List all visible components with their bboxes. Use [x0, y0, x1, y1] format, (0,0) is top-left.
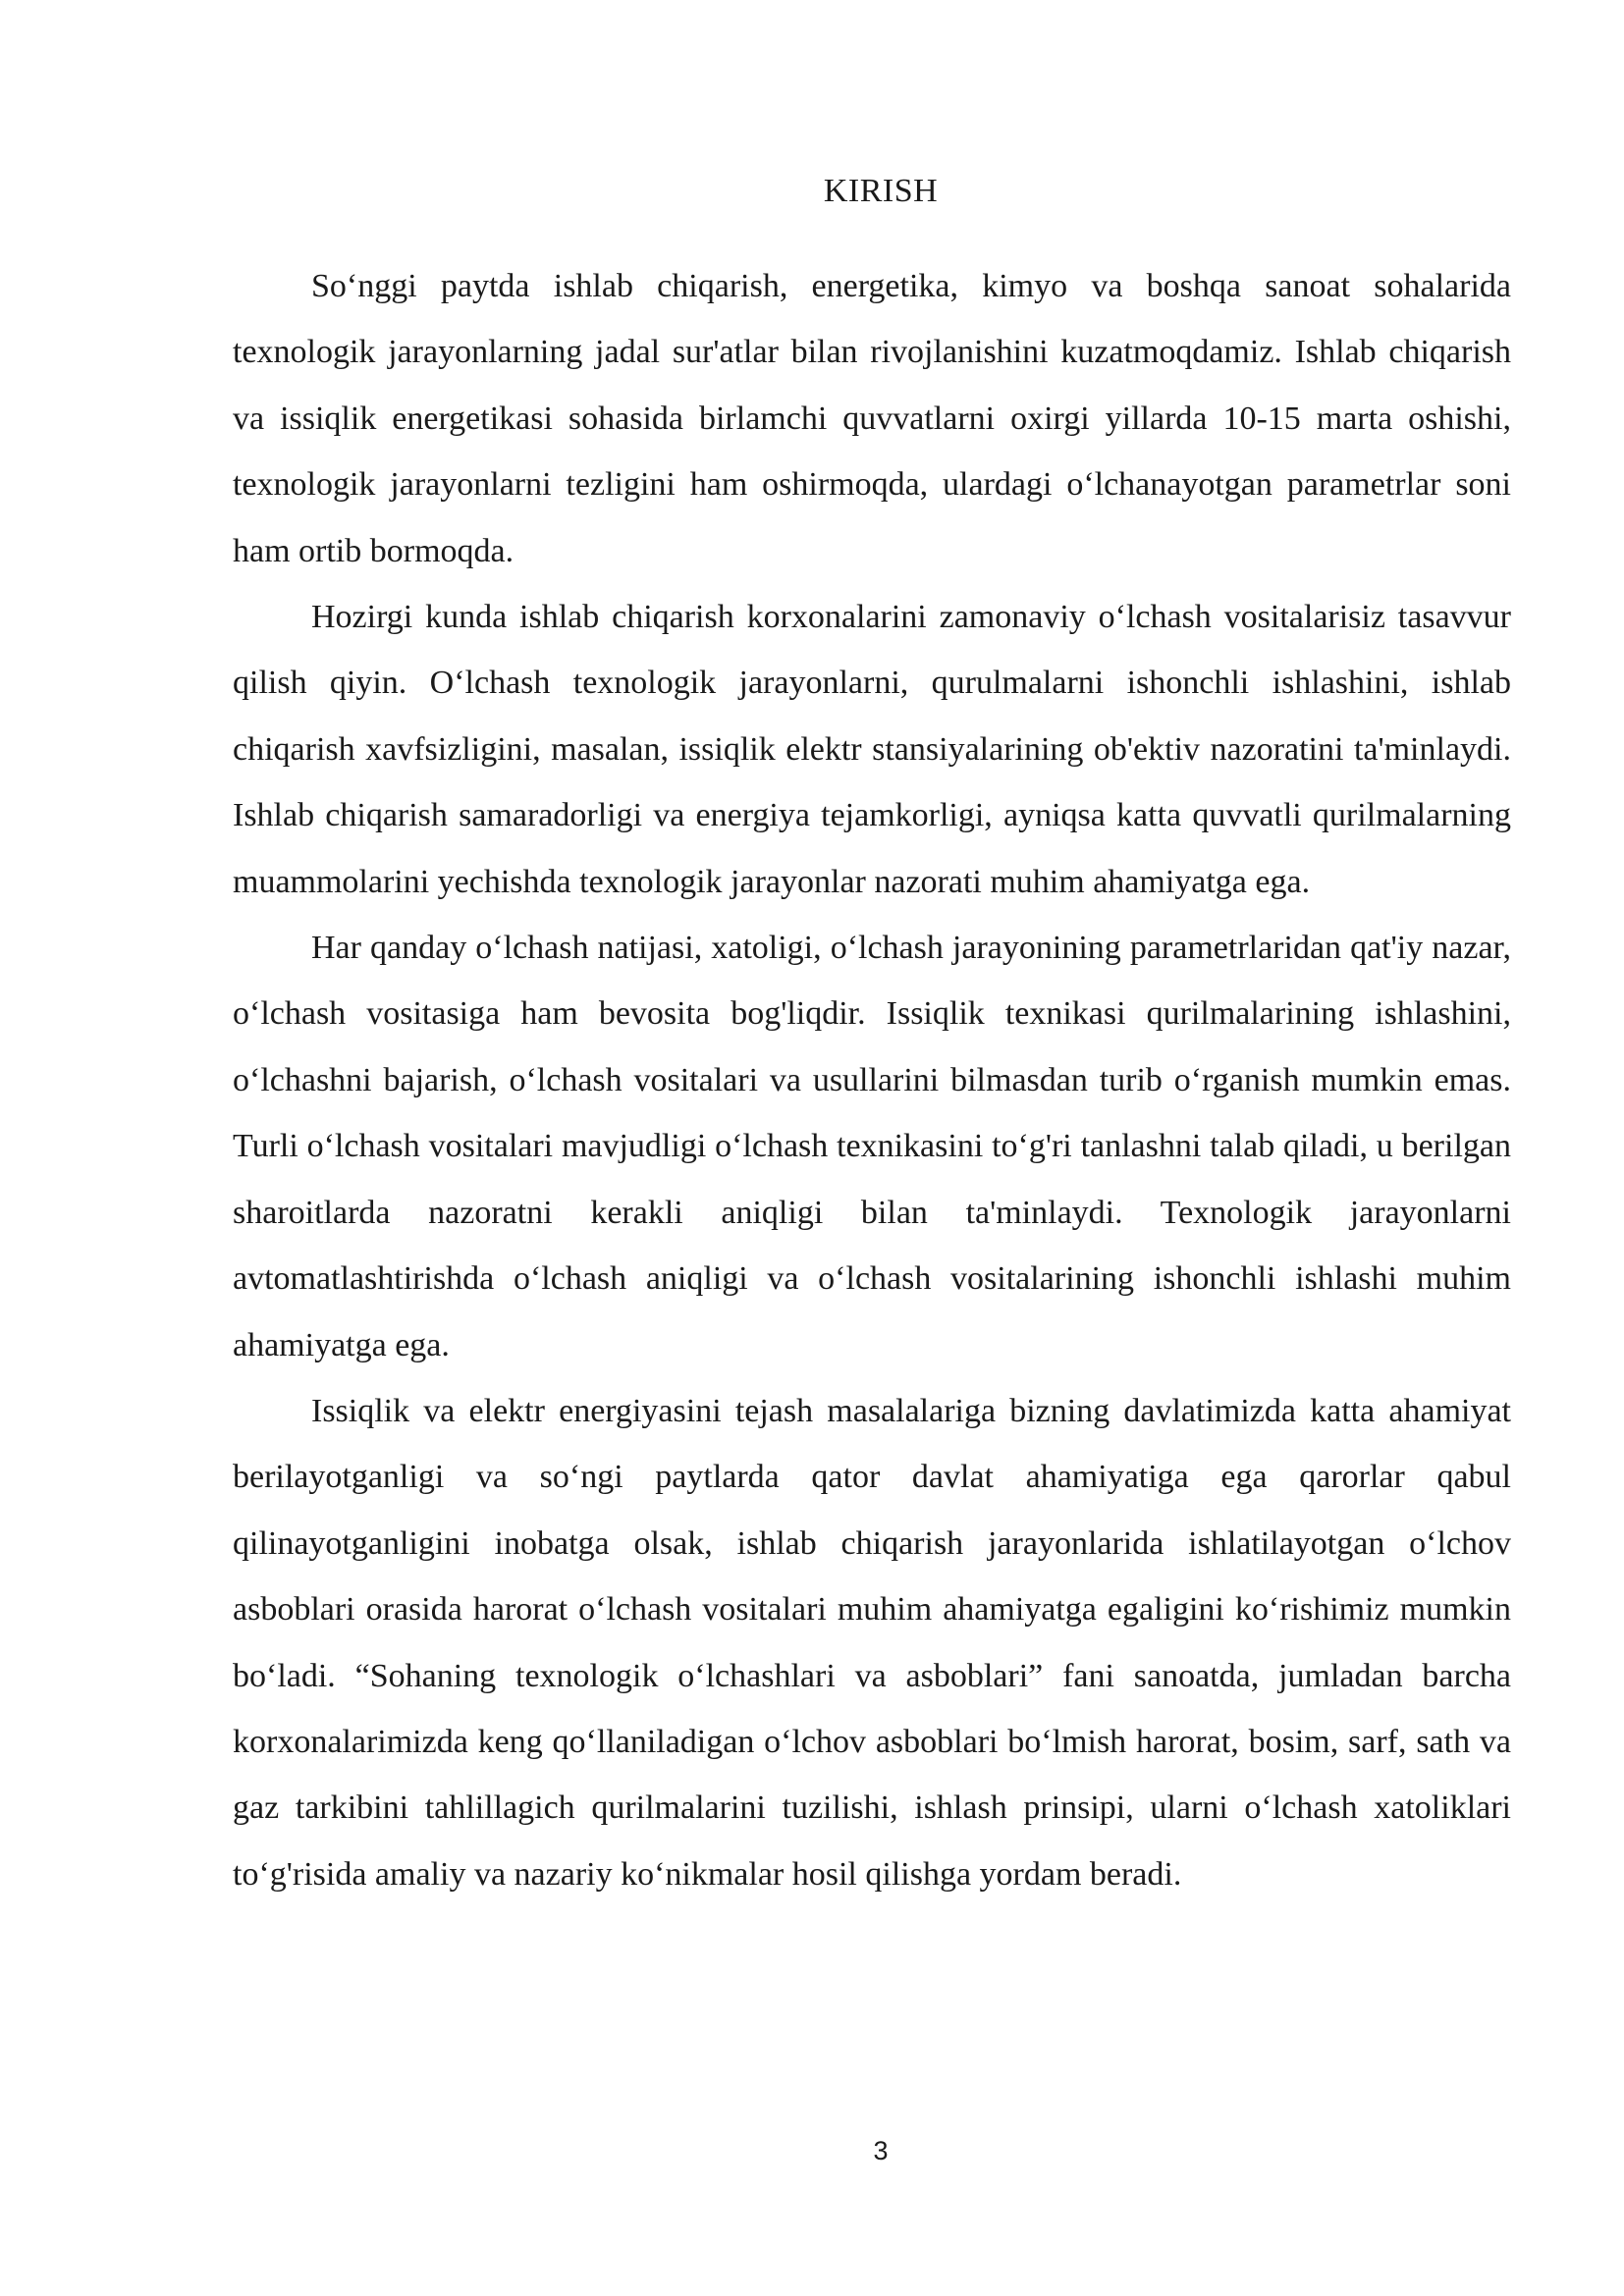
paragraph-4: Issiqlik va elektr energiyasini tejash masalalariga bizning davlatimizda katta ahamiyat berilayotganligi va so‘ngi paytlarda qator davlat ahamiyatiga ega qarorlar qabul qilinayotganligini inobatga olsak, ishlab chiqarish jarayonlarida ishlatilayotgan o‘lchov asboblari orasida harorat o‘lchash vositalari muhim ahamiyatga egaligini ko‘rishimiz mumkin bo‘ladi. “Sohaning texnologik o‘lchashlari va asboblari” fani sanoatda, jumladan barcha korxonalarimizda keng qo‘llaniladigan o‘lchov asboblari bo‘lmish harorat, bosim, sarf, sath va gaz tarkibini tahlillagich qurilmalarini tuzilishi, ishlash prinsipi, ularni o‘lchash xatoliklari to‘g'risida amaliy va nazariy ko‘nikmalar hosil qilishga yordam beradi.: [233, 1392, 1511, 1893]
page-title: KIRISH: [823, 173, 939, 209]
body-text: [233, 253, 1511, 1907]
page-number: 3: [873, 2136, 889, 2165]
paragraph-2: Hozirgi kunda ishlab chiqarish korxonalarini zamonaviy o‘lchash vositalarisiz tasavvur qilish qiyin. O‘lchash texnologik jarayonlarni, qurulmalarni ishonchli ishlashini, ishlab chiqarish xavfsizligini, masalan, issiqlik elektr stansiyalarining ob'ektiv nazoratini ta'minlaydi. Ishlab chiqarish samaradorligi va energiya tejamkorligi, ayniqsa katta quvvatli qurilmalarning muammolarini yechishda texnologik jarayonlar nazorati muhim ahamiyatga ega.: [233, 599, 1511, 900]
paragraph-3: Har qanday o‘lchash natijasi, xatoligi, o‘lchash jarayonining parametrlaridan qat'iy nazar, o‘lchash vositasiga ham bevosita bog'liqdir. Issiqlik texnikasi qurilmalarining ishlashini, o‘lchashni bajarish, o‘lchash vositalari va usullarini bilmasdan turib o‘rganish mumkin emas. Turli o‘lchash vositalari mavjudligi o‘lchash texnikasini to‘g'ri tanlashni talab qiladi, u berilgan sharoitlarda nazoratni kerakli aniqligi bilan ta'minlaydi. Texnologik jarayonlarni avtomatlashtirishda o‘lchash aniqligi va o‘lchash vositalarining ishonchli ishlashi muhim ahamiyatga ega.: [233, 930, 1511, 1363]
paragraph-1: So‘nggi paytda ishlab chiqarish, energetika, kimyo va boshqa sanoat sohalarida texnologik jarayonlarning jadal sur'atlar bilan rivojlanishini kuzatmoqdamiz. Ishlab chiqarish va issiqlik energetikasi sohasida birlamchi quvvatlarni oxirgi yillarda 10-15 marta oshishi, texnologik jarayonlarni tezligini ham oshirmoqda, ulardagi o‘lchanayotgan parametrlar soni ham ortib bormoqda.: [233, 268, 1511, 569]
